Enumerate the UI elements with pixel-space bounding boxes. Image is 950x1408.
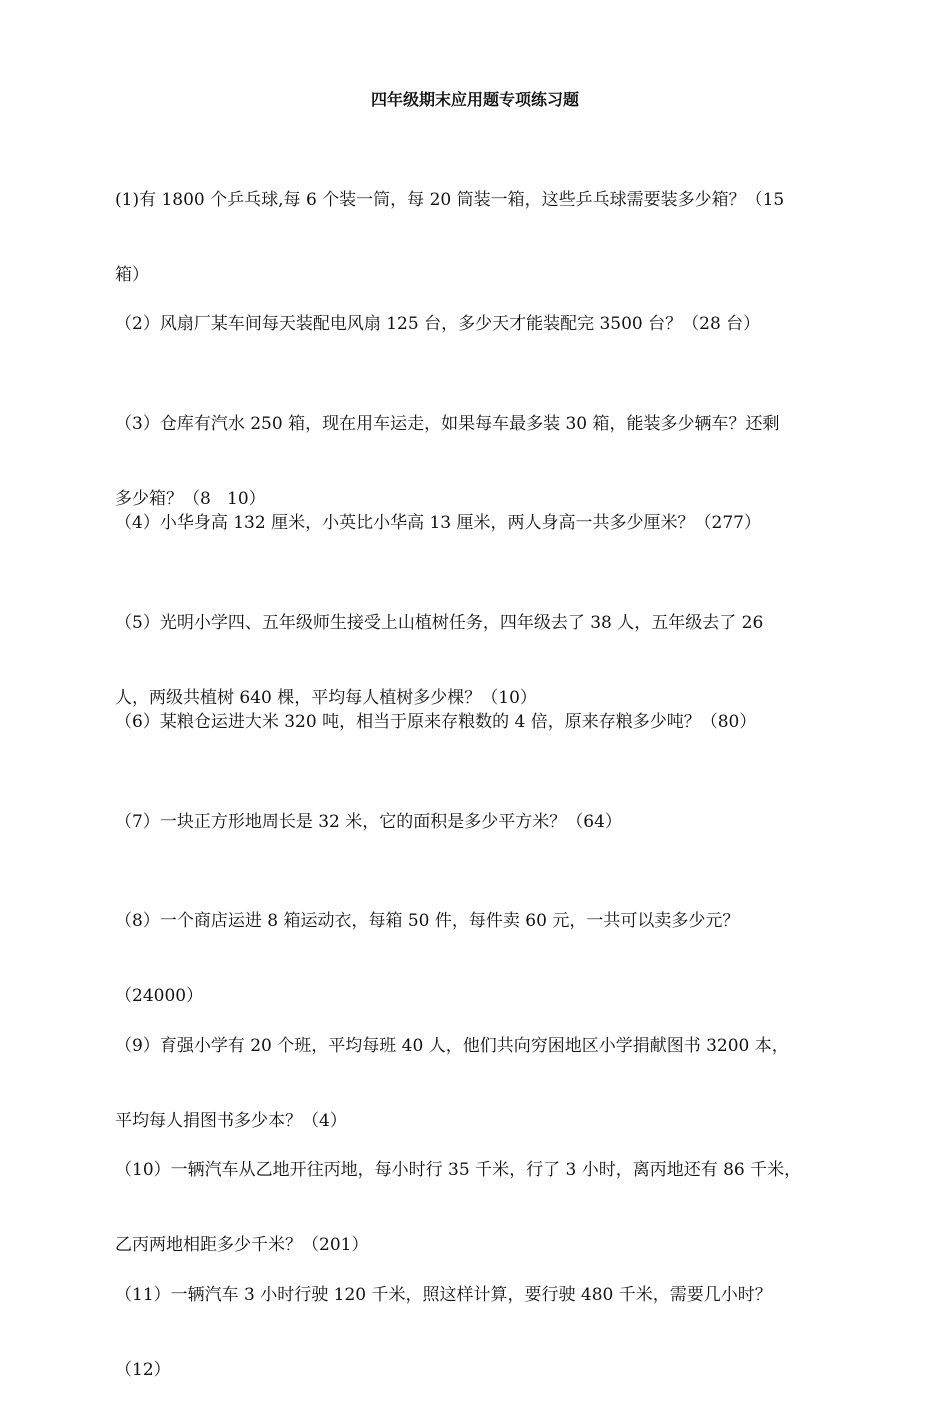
page-title: 四年级期末应用题专项练习题 [370,90,579,109]
question-text-continued: 人，两级共植树 640 棵，平均每人植树多少棵？（10） [115,688,537,708]
question-text: （3）仓库有汽水 250 箱，现在用车运走，如果每车最多装 30 箱，能装多少辆车？还剩 [115,414,780,434]
question-text: （8）一个商店运进 8 箱运动衣，每箱 50 件，每件卖 60 元，一共可以卖多少元？ [115,911,740,931]
question-7 [115,760,857,860]
question-text: （5）光明小学四、五年级师生接受上山植树任务，四年级去了 38 人，五年级去了 26 [115,613,764,633]
question-text: （11）一辆汽车 3 小时行驶 120 千米，照这样计算，要行驶 480 千米，需要几小时？ [115,1285,772,1305]
question-text: （4）小华身高 132 厘米，小英比小华高 13 厘米，两人身高一共多少厘米？（277） [115,513,761,533]
question-text: （2）风扇厂某车间每天装配电风扇 125 台，多少天才能装配完 3500 台？（28 台） [115,314,761,334]
question-text-continued: 箱） [115,265,149,285]
question-text: （10）一辆汽车从乙地开往丙地，每小时行 35 千米，行了 3 小时，离丙地还有 86 千米， [115,1160,802,1180]
question-4 [115,461,857,561]
question-6 [115,660,857,760]
question-2 [115,262,857,362]
question-text-continued: 多少箱？（8 10） [115,489,266,509]
question-text-continued: （24000） [115,986,204,1006]
question-text: （9）育强小学有 20 个班，平均每班 40 人，他们共向穷困地区小学捐献图书 3200 本， [115,1036,789,1056]
question-11 [115,1233,857,1408]
question-text: (1)有 1800 个乒乓球,每 6 个装一筒，每 20 筒装一箱，这些乒乓球需要装多少箱？（15 [115,190,785,210]
question-text: （6）某粮仓运进大米 320 吨，相当于原来存粮数的 4 倍，原来存粮多少吨？（80） [115,712,757,732]
question-text-continued: 平均每人捐图书多少本？（4） [115,1111,347,1131]
question-text-continued: （12） [115,1360,171,1380]
question-text: （7）一块正方形地周长是 32 米，它的面积是多少平方米？（64） [115,812,622,832]
question-text-continued: 乙丙两地相距多少千米？（201） [115,1235,369,1255]
